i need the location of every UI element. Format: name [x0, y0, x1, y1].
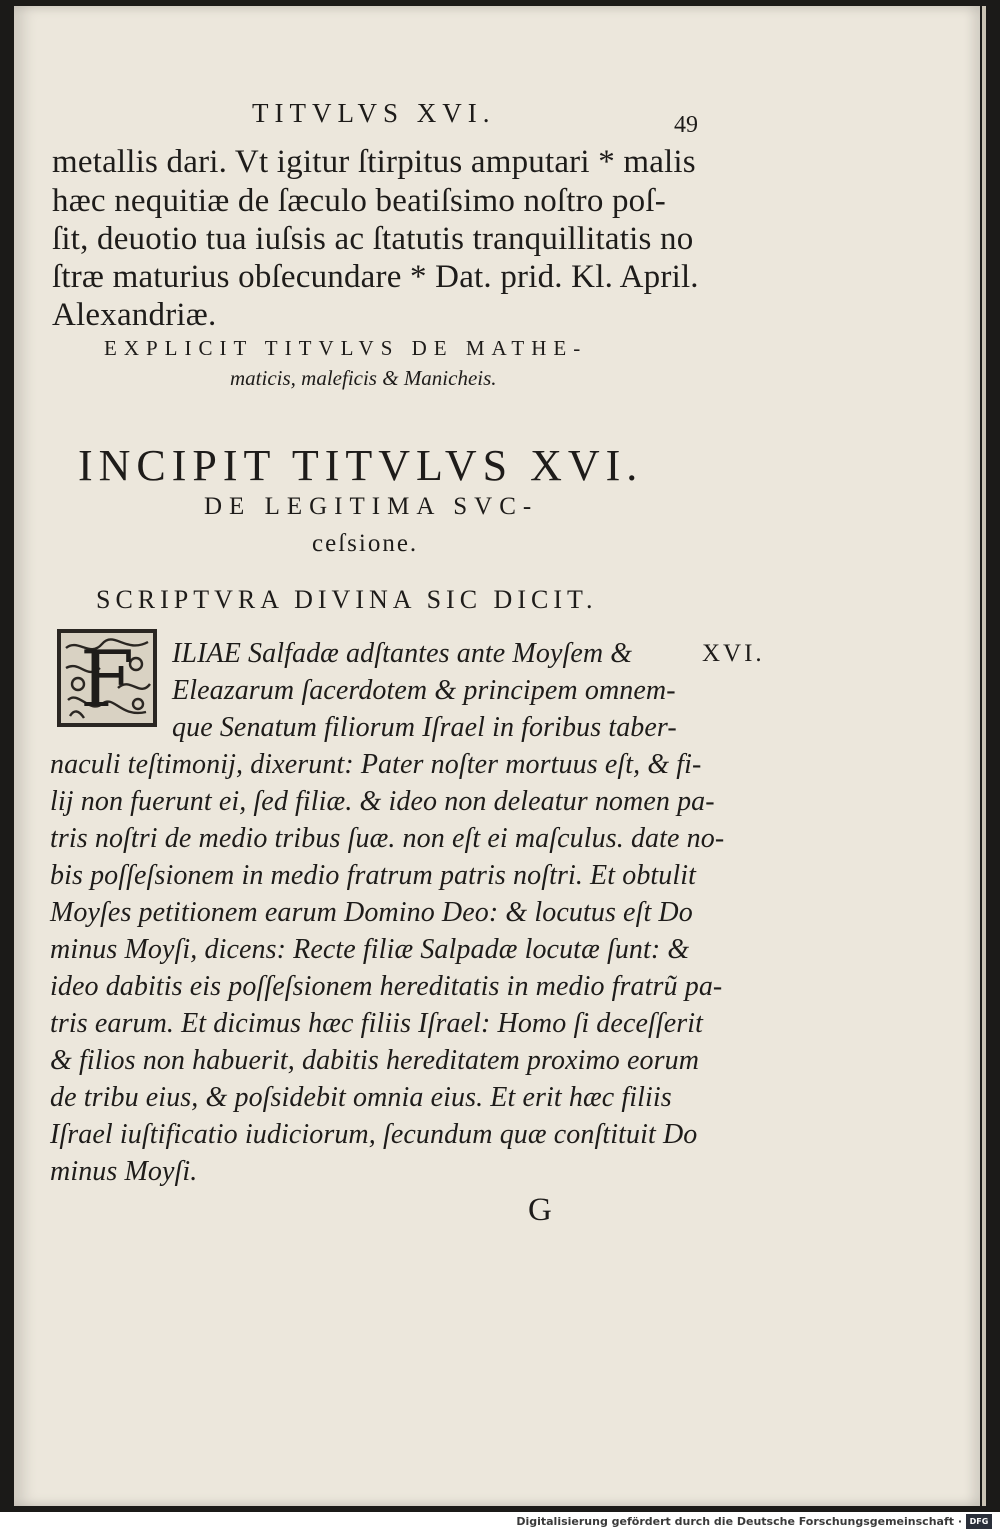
decorated-initial — [56, 628, 158, 728]
body-line: ſtræ maturius obſecundare * Dat. prid. Kl. April. — [52, 259, 699, 295]
explicit-heading-cont: maticis, maleficis & Manicheis. — [230, 366, 497, 390]
body-italic-line: tris earum. Et dicimus hæc filiis Iſrael: Homo ſi deceſſerit — [50, 1008, 704, 1039]
body-italic-line: bis poſſeſsionem in medio fratrum patris noſtri. Et obtulit — [50, 860, 697, 891]
page-edge — [982, 6, 986, 1506]
body-italic-line: tris noſtri de medio tribus ſuæ. non eſt ei maſculus. date no- — [50, 823, 725, 854]
body-italic-line: Eleazarum ſacerdotem & principem omnem- — [172, 675, 676, 706]
explicit-heading: EXPLICIT TITVLVS DE MATHE- — [104, 336, 588, 360]
body-line: hæc nequitiæ de ſæculo beatiſsimo noſtro poſ- — [52, 183, 666, 219]
chapter-subtitle-cont: ceſsione. — [312, 530, 419, 557]
body-italic-line: de tribu eius, & poſsidebit omnia eius. Et erit hæc filiis — [50, 1082, 672, 1113]
funding-credit: Digitalisierung gefördert durch die Deutsche Forschungsgemeinschaft · — [516, 1515, 962, 1528]
running-head: TITVLVS XVI. — [252, 98, 496, 128]
body-line: Alexandriæ. — [52, 297, 217, 333]
body-italic-line: Moyſes petitionem earum Domino Deo: & locutus eſt Do — [50, 897, 693, 928]
margin-note: XVI. — [702, 640, 765, 667]
body-italic-line: & filios non habuerit, dabitis hereditatem proximo eorum — [50, 1045, 700, 1076]
body-italic-line: que Senatum filiorum Iſrael in foribus taber- — [172, 712, 677, 743]
page-number: 49 — [674, 112, 698, 138]
body-italic-line: minus Moyſi. — [50, 1156, 198, 1187]
body-line: metallis dari. Vt igitur ſtirpitus amputari * malis — [52, 144, 696, 180]
chapter-subtitle: DE LEGITIMA SVC- — [204, 493, 539, 520]
body-italic-line: naculi teſtimonij, dixerunt: Pater noſter mortuus eſt, & fi- — [50, 749, 702, 780]
chapter-title: INCIPIT TITVLVS XVI. — [78, 441, 644, 490]
svg-text:F: F — [79, 635, 135, 725]
body-italic-line: lij non fuerunt ei, ſed filiæ. & ideo non deleatur nomen pa- — [50, 786, 715, 817]
dfg-logo: DFG — [966, 1514, 992, 1529]
body-italic-line: ideo dabitis eis poſſeſsionem hereditatis in medio fratrũ pa- — [50, 971, 723, 1002]
body-italic-line: ILIAE Salfadæ adſtantes ante Moyſem & — [172, 638, 633, 669]
signature-mark: G — [528, 1192, 552, 1228]
body-line: ſit, deuotio tua iuſsis ac ſtatutis tranquillitatis no — [52, 221, 694, 257]
section-heading: SCRIPTVRA DIVINA SIC DICIT. — [96, 585, 598, 614]
body-italic-line: Iſrael iuſtificatio iudiciorum, ſecundum quæ conſtituit Do — [50, 1119, 698, 1150]
body-italic-line: minus Moyſi, dicens: Recte filiæ Salpadæ locutæ ſunt: & — [50, 934, 690, 965]
